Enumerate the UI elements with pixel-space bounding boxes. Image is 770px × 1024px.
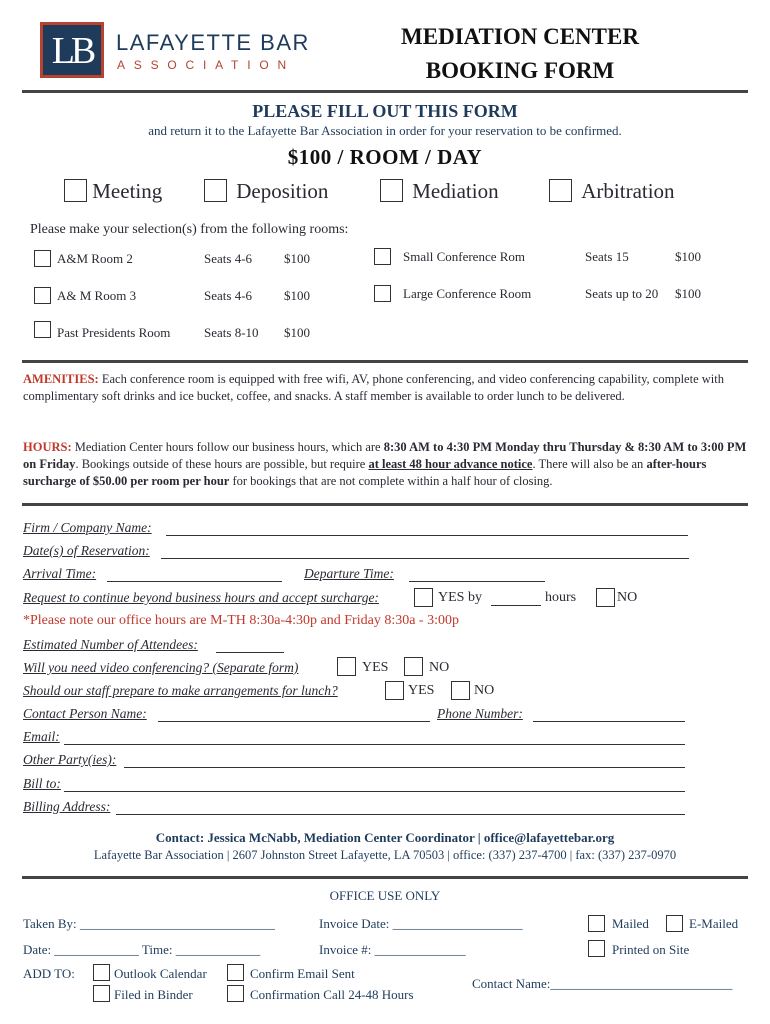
emailed-label: E-Mailed [689,916,739,931]
checkbox-room-past-presidents[interactable] [34,321,51,338]
lunch-no-label: NO [474,683,495,698]
room-seats: Seats 4-6 [204,251,253,266]
contact-name-field[interactable]: Contact Name:____________________________ [472,976,733,991]
add-to-label: ADD TO: [23,966,75,981]
printed-label: Printed on Site [612,942,690,957]
contact-label: Contact Person Name: [23,706,147,721]
room-name: Past Presidents Room [57,325,171,340]
type-arbitration-label: Arbitration [581,179,675,203]
video-no-label: NO [429,660,450,675]
contact-line-2: Lafayette Bar Association | 2607 Johnston Street Lafayette, LA 70503 | office: (337) 237-4700 | fax: (337) 237-0970 [93,848,677,862]
amenities-label: AMENITIES: [23,372,99,386]
billing-address-label: Billing Address: [23,799,111,814]
room-price: $100 [675,249,701,264]
divider-office [22,876,748,879]
confirm-email-label: Confirm Email Sent [250,966,355,981]
hours-text-3: . There will also be an [532,457,647,471]
checkbox-continue-yes[interactable] [414,588,433,607]
billing-address-input[interactable] [116,799,685,815]
contact-input[interactable] [158,706,430,722]
checkbox-meeting[interactable] [64,179,87,202]
type-deposition[interactable] [204,179,328,204]
room-price: $100 [675,286,701,301]
type-meeting[interactable] [64,179,162,204]
video-label: Will you need video conferencing? (Separate form) [23,660,299,675]
logo-mark [40,22,104,78]
logo-name-bottom: ASSOCIATION [117,58,295,72]
checkbox-arbitration[interactable] [549,179,572,202]
checkbox-room-large-conf[interactable] [374,285,391,302]
video-yes-label: YES [362,660,389,675]
room-row[interactable] [34,250,334,270]
room-name: Small Conference Rom [403,249,526,264]
checkbox-mediation[interactable] [380,179,403,202]
divider-hours [22,503,748,506]
amenities-text: Each conference room is equipped with free wifi, AV, phone conferencing, and video conferencing capability, complete with complimentary soft drinks and ice bucket, coffee, and snacks. A staff member is available to order lunch to be delivered. [23,372,724,403]
email-input[interactable] [64,729,685,745]
continue-no-label: NO [617,590,638,605]
departure-input[interactable] [409,566,545,582]
rooms-prompt: Please make your selection(s) from the following rooms: [30,222,349,237]
room-seats: Seats 15 [585,249,629,264]
lunch-label: Should our staff prepare to make arrangements for lunch? [23,683,338,698]
outlook-label: Outlook Calendar [114,966,207,981]
continue-hours-input[interactable] [491,590,541,606]
email-label: Email: [23,729,60,744]
hours-text-1: Mediation Center hours follow our business hours, which are [74,440,384,454]
title-line-2: BOOKING FORM [425,58,615,83]
contact-line-1: Contact: Jessica McNabb, Mediation Center Coordinator | office@lafayettebar.org [155,830,615,845]
attendees-label: Estimated Number of Attendees: [23,637,198,652]
checkbox-emailed[interactable] [666,915,683,932]
continue-label: Request to continue beyond business hours and accept surcharge: [23,590,379,605]
checkbox-confirm-email[interactable] [227,964,244,981]
dates-input[interactable] [161,543,689,559]
hours-bold-3: after-hours surcharge of $50.00 per room per hour [23,457,707,488]
checkbox-confirm-call[interactable] [227,985,244,1002]
room-row[interactable] [374,248,714,268]
intro-subtext: and return it to the Lafayette Bar Association in order for your reservation to be confirmed. [148,123,622,138]
hours-paragraph [23,439,747,490]
lunch-yes-label: YES [408,683,435,698]
checkbox-continue-no[interactable] [596,588,615,607]
office-hours-note: *Please note our office hours are M-TH 8:30a-4:30p and Friday 8:30a - 3:00p [23,613,459,628]
checkbox-printed[interactable] [588,940,605,957]
attendees-input[interactable] [216,637,284,653]
hours-bold-1: 8:30 AM to 4:30 PM Monday thru Thursday & 8:30 AM to 3:00 PM on Friday [23,440,747,471]
room-seats: Seats up to 20 [585,286,659,301]
room-row[interactable] [34,287,334,307]
dates-label: Date(s) of Reservation: [23,543,150,558]
continue-hours-label: hours [545,590,577,605]
checkbox-filed[interactable] [93,985,110,1002]
arrival-label: Arrival Time: [23,566,97,581]
checkbox-video-no[interactable] [404,657,423,676]
room-name: A&M Room 2 [57,251,133,266]
divider-rooms [22,360,748,363]
mailed-label: Mailed [612,916,649,931]
checkbox-room-am3[interactable] [34,287,51,304]
invoice-date-field[interactable]: Invoice Date: ____________________ [319,916,523,931]
continue-yes-label: YES by [438,590,482,605]
logo [40,22,325,82]
arrival-input[interactable] [107,566,282,582]
filed-label: Filed in Binder [114,987,193,1002]
invoice-number-field[interactable]: Invoice #: ______________ [319,942,466,957]
phone-input[interactable] [533,706,685,722]
type-mediation[interactable] [380,179,499,204]
room-price: $100 [284,325,310,340]
checkbox-lunch-no[interactable] [451,681,470,700]
amenities-paragraph [23,371,743,405]
room-row[interactable] [374,285,714,305]
checkbox-room-am2[interactable] [34,250,51,267]
type-mediation-label: Mediation [412,179,499,203]
departure-label: Departure Time: [304,566,394,581]
checkbox-mailed[interactable] [588,915,605,932]
bill-to-label: Bill to: [23,776,61,791]
taken-by-field[interactable]: Taken By: ______________________________ [23,916,275,931]
checkbox-deposition[interactable] [204,179,227,202]
room-price: $100 [284,288,310,303]
bill-to-input[interactable] [64,776,685,792]
other-party-input[interactable] [124,752,685,768]
other-party-label: Other Party(ies): [23,752,117,767]
room-name: Large Conference Room [403,286,532,301]
page-title [390,20,650,88]
hours-label: HOURS: [23,440,72,454]
type-meeting-label: Meeting [92,179,163,203]
firm-label: Firm / Company Name: [23,520,152,535]
type-deposition-label: Deposition [236,179,329,203]
logo-name-top: LAFAYETTE BAR [116,30,310,55]
logo-monogram: LB [51,30,93,72]
room-seats: Seats 4-6 [204,288,253,303]
type-arbitration[interactable] [549,179,675,204]
firm-input[interactable] [166,520,688,536]
confirm-call-label: Confirmation Call 24-48 Hours [250,987,414,1002]
room-name: A& M Room 3 [57,288,137,303]
date-time-field[interactable]: Date: _____________ Time: _____________ [23,942,261,957]
divider-top [22,90,748,93]
checkbox-room-small-conf[interactable] [374,248,391,265]
room-price: $100 [284,251,310,266]
phone-label: Phone Number: [437,706,523,721]
checkbox-video-yes[interactable] [337,657,356,676]
room-seats: Seats 8-10 [204,325,259,340]
hours-text-4: for bookings that are not complete within a half hour of closing. [229,474,553,488]
hours-bold-2: at least 48 hour advance notice [368,457,533,471]
title-line-1: MEDIATION CENTER [401,24,639,49]
office-heading: OFFICE USE ONLY [329,888,441,903]
checkbox-lunch-yes[interactable] [385,681,404,700]
room-row[interactable] [34,321,334,341]
hours-text-2: . Bookings outside of these hours are possible, but require [75,457,369,471]
checkbox-outlook[interactable] [93,964,110,981]
price-label: $100 / ROOM / DAY [287,145,483,169]
intro-heading: PLEASE FILL OUT THIS FORM [252,101,518,121]
